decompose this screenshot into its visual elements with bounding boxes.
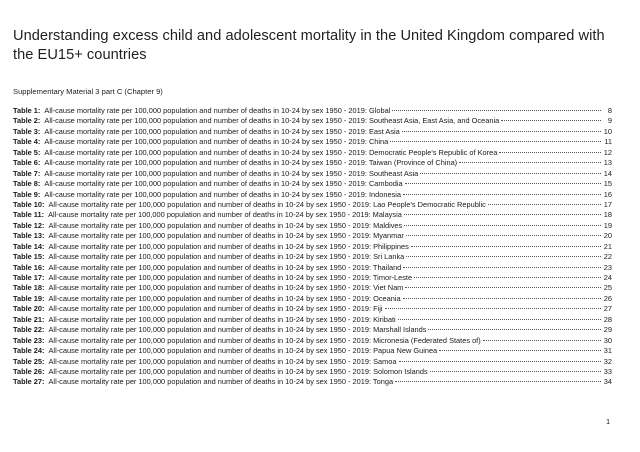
toc-dot-leader — [390, 141, 601, 142]
document-title: Understanding excess child and adolescent mortality in the United Kingdom compared with the EU15+ countries — [13, 28, 605, 63]
toc-entry[interactable] — [13, 242, 612, 252]
toc-entry[interactable] — [13, 200, 612, 210]
toc-entry-label: Table 10: — [13, 199, 45, 209]
toc-entry-page-number: 22 — [603, 252, 612, 262]
toc-entry-label: Table 18: — [13, 283, 45, 293]
toc-entry[interactable] — [13, 158, 612, 168]
toc-dot-leader — [399, 361, 602, 362]
toc-entry[interactable] — [13, 325, 612, 335]
toc-entry-text: All-cause mortality rate per 100,000 population and number of deaths in 10-24 by sex 1950 - 2019: Taiwan (Province of China) — [44, 158, 458, 168]
document-subtitle: Supplementary Material 3 part C (Chapter 9) — [13, 87, 163, 96]
toc-entry-text: All-cause mortality rate per 100,000 population and number of deaths in 10-24 by sex 1950 - 2019: Myanmar — [48, 231, 404, 241]
toc-entry-page-number: 16 — [603, 189, 612, 199]
toc-dot-leader — [392, 110, 601, 111]
toc-entry-text: All-cause mortality rate per 100,000 population and number of deaths in 10-24 by sex 1950 - 2019: Papua New Guinea — [48, 346, 438, 356]
toc-entry[interactable] — [13, 283, 612, 293]
toc-dot-leader — [404, 214, 601, 215]
toc-entry-page-number: 15 — [603, 179, 612, 189]
toc-entry-page-number: 11 — [604, 137, 612, 147]
toc-entry-page-number: 30 — [603, 335, 612, 345]
toc-dot-leader — [488, 204, 601, 205]
toc-entry-text: All-cause mortality rate per 100,000 population and number of deaths in 10-24 by sex 1950 - 2019: Lao People's Democratic Republic — [48, 199, 486, 209]
toc-entry-page-number: 17 — [603, 199, 612, 209]
toc-entry-page-number: 31 — [603, 346, 612, 356]
toc-entry[interactable] — [13, 273, 612, 283]
toc-dot-leader — [405, 183, 601, 184]
toc-entry-page-number: 12 — [603, 147, 612, 157]
toc-entry[interactable] — [13, 304, 612, 314]
toc-entry-text: All-cause mortality rate per 100,000 population and number of deaths in 10-24 by sex 1950 - 2019: China — [44, 137, 389, 147]
toc-entry[interactable] — [13, 294, 612, 304]
toc-entry-text: All-cause mortality rate per 100,000 population and number of deaths in 10-24 by sex 1950 - 2019: Malaysia — [48, 210, 402, 220]
toc-entry-page-number: 33 — [603, 366, 612, 376]
toc-dot-leader — [406, 256, 601, 257]
toc-dot-leader — [501, 120, 601, 121]
toc-entry-page-number: 24 — [603, 273, 612, 282]
toc-entry-label: Table 6: — [13, 158, 41, 168]
toc-dot-leader — [430, 371, 601, 372]
toc-entry-page-number: 10 — [603, 126, 612, 136]
toc-entry-text: All-cause mortality rate per 100,000 population and number of deaths in 10-24 by sex 1950 - 2019: Fiji — [48, 304, 383, 314]
toc-entry-label: Table 5: — [13, 147, 41, 157]
toc-entry-text: All-cause mortality rate per 100,000 population and number of deaths in 10-24 by sex 1950 - 2019: Sri Lanka — [48, 252, 405, 262]
toc-entry-label: Table 17: — [13, 273, 45, 282]
toc-entry[interactable] — [13, 148, 612, 158]
toc-entry[interactable] — [13, 346, 612, 356]
toc-entry-text: All-cause mortality rate per 100,000 population and number of deaths in 10-24 by sex 1950 - 2019: Southeast Asia — [44, 168, 419, 178]
toc-entry[interactable] — [13, 336, 612, 346]
toc-dot-leader — [428, 329, 601, 330]
toc-entry-label: Table 23: — [13, 335, 45, 345]
toc-entry-page-number: 14 — [603, 168, 612, 178]
toc-entry-text: All-cause mortality rate per 100,000 population and number of deaths in 10-24 by sex 1950 - 2019: Viet Nam — [48, 283, 404, 293]
toc-entry[interactable] — [13, 116, 612, 126]
toc-entry-text: All-cause mortality rate per 100,000 population and number of deaths in 10-24 by sex 1950 - 2019: East Asia — [44, 126, 400, 136]
toc-dot-leader — [403, 267, 601, 268]
table-of-contents — [13, 106, 612, 388]
toc-dot-leader — [499, 152, 601, 153]
toc-entry-text: All-cause mortality rate per 100,000 population and number of deaths in 10-24 by sex 1950 - 2019: Oceania — [48, 293, 401, 303]
toc-entry-page-number: 28 — [603, 314, 612, 324]
toc-entry[interactable] — [13, 357, 612, 367]
toc-entry-page-number: 32 — [603, 356, 612, 366]
toc-entry-page-number: 26 — [603, 293, 612, 303]
toc-dot-leader — [403, 298, 601, 299]
toc-entry[interactable] — [13, 231, 612, 241]
toc-entry-label: Table 26: — [13, 366, 45, 376]
toc-dot-leader — [404, 225, 601, 226]
toc-entry-label: Table 11: — [13, 210, 45, 220]
toc-dot-leader — [405, 287, 601, 288]
toc-entry-label: Table 25: — [13, 356, 45, 366]
toc-entry[interactable] — [13, 221, 612, 231]
toc-entry-label: Table 4: — [13, 137, 41, 147]
page-number: 1 — [606, 417, 611, 426]
toc-entry[interactable] — [13, 263, 612, 273]
toc-entry-page-number: 18 — [603, 210, 612, 220]
toc-entry[interactable] — [13, 169, 612, 179]
toc-dot-leader — [403, 194, 601, 195]
toc-dot-leader — [439, 350, 601, 351]
toc-entry[interactable] — [13, 252, 612, 262]
toc-entry-label: Table 16: — [13, 262, 45, 272]
toc-dot-leader — [385, 308, 601, 309]
toc-entry-text: All-cause mortality rate per 100,000 population and number of deaths in 10-24 by sex 1950 - 2019: Maldives — [48, 220, 403, 230]
toc-entry[interactable] — [13, 179, 612, 189]
toc-entry-page-number: 13 — [603, 158, 612, 168]
toc-entry[interactable] — [13, 210, 612, 220]
toc-entry-text: All-cause mortality rate per 100,000 population and number of deaths in 10-24 by sex 1950 - 2019: Kiribati — [48, 314, 396, 324]
toc-entry-text: All-cause mortality rate per 100,000 population and number of deaths in 10-24 by sex 1950 - 2019: Tonga — [48, 377, 394, 387]
toc-entry[interactable] — [13, 315, 612, 325]
toc-entry-text: All-cause mortality rate per 100,000 population and number of deaths in 10-24 by sex 1950 - 2019: Southeast Asia, East Asia, and Oceania — [44, 116, 500, 126]
toc-entry-label: Table 20: — [13, 304, 45, 314]
toc-entry-label: Table 27: — [13, 377, 45, 387]
toc-entry-label: Table 9: — [13, 189, 41, 199]
toc-entry-label: Table 12: — [13, 220, 45, 230]
toc-entry-label: Table 24: — [13, 346, 45, 356]
toc-entry-label: Table 8: — [13, 179, 41, 189]
toc-entry-page-number: 9 — [607, 116, 612, 126]
toc-entry[interactable] — [13, 377, 612, 387]
toc-entry-page-number: 34 — [603, 377, 612, 387]
toc-entry-label: Table 1: — [13, 106, 41, 115]
toc-entry[interactable] — [13, 127, 612, 137]
toc-entry-text: All-cause mortality rate per 100,000 population and number of deaths in 10-24 by sex 1950 - 2019: Micronesia (Federated States of) — [48, 335, 481, 345]
toc-entry-page-number: 23 — [603, 262, 612, 272]
toc-dot-leader — [406, 235, 601, 236]
toc-entry[interactable] — [13, 190, 612, 200]
toc-entry-label: Table 2: — [13, 116, 41, 126]
toc-entry-page-number: 29 — [603, 325, 612, 335]
toc-entry-text: All-cause mortality rate per 100,000 population and number of deaths in 10-24 by sex 1950 - 2019: Timor-Leste — [48, 273, 413, 282]
toc-entry[interactable] — [13, 106, 612, 116]
toc-entry-text: All-cause mortality rate per 100,000 population and number of deaths in 10-24 by sex 1950 - 2019: Democratic People's Republic of Korea — [44, 147, 498, 157]
toc-entry-text: All-cause mortality rate per 100,000 population and number of deaths in 10-24 by sex 1950 - 2019: Philippines — [48, 241, 409, 251]
toc-entry-label: Table 15: — [13, 252, 45, 262]
toc-entry-label: Table 3: — [13, 126, 41, 136]
toc-entry-page-number: 25 — [603, 283, 612, 293]
toc-dot-leader — [459, 162, 601, 163]
toc-entry-page-number: 27 — [603, 304, 612, 314]
toc-entry-page-number: 21 — [603, 241, 612, 251]
toc-entry-text: All-cause mortality rate per 100,000 population and number of deaths in 10-24 by sex 1950 - 2019: Thailand — [48, 262, 402, 272]
toc-dot-leader — [398, 319, 601, 320]
toc-entry-page-number: 20 — [603, 231, 612, 241]
toc-entry-label: Table 22: — [13, 325, 45, 335]
toc-dot-leader — [395, 381, 601, 382]
toc-entry-text: All-cause mortality rate per 100,000 population and number of deaths in 10-24 by sex 1950 - 2019: Marshall Islands — [48, 325, 427, 335]
toc-entry[interactable] — [13, 367, 612, 377]
toc-dot-leader — [420, 173, 601, 174]
toc-dot-leader — [414, 277, 601, 278]
toc-entry[interactable] — [13, 137, 612, 147]
toc-entry-label: Table 21: — [13, 314, 45, 324]
toc-entry-label: Table 14: — [13, 241, 45, 251]
toc-entry-text: All-cause mortality rate per 100,000 population and number of deaths in 10-24 by sex 1950 - 2019: Cambodia — [44, 179, 403, 189]
toc-entry-text: All-cause mortality rate per 100,000 population and number of deaths in 10-24 by sex 1950 - 2019: Indonesia — [44, 189, 402, 199]
toc-entry-text: All-cause mortality rate per 100,000 population and number of deaths in 10-24 by sex 1950 - 2019: Solomon Islands — [48, 366, 428, 376]
toc-dot-leader — [483, 340, 601, 341]
toc-entry-text: All-cause mortality rate per 100,000 population and number of deaths in 10-24 by sex 1950 - 2019: Global — [44, 106, 391, 115]
toc-dot-leader — [411, 246, 601, 247]
toc-entry-page-number: 8 — [607, 106, 612, 115]
toc-entry-page-number: 19 — [603, 220, 612, 230]
toc-entry-label: Table 7: — [13, 168, 41, 178]
toc-dot-leader — [402, 131, 601, 132]
toc-entry-label: Table 19: — [13, 293, 45, 303]
toc-entry-text: All-cause mortality rate per 100,000 population and number of deaths in 10-24 by sex 1950 - 2019: Samoa — [48, 356, 397, 366]
toc-entry-label: Table 13: — [13, 231, 45, 241]
